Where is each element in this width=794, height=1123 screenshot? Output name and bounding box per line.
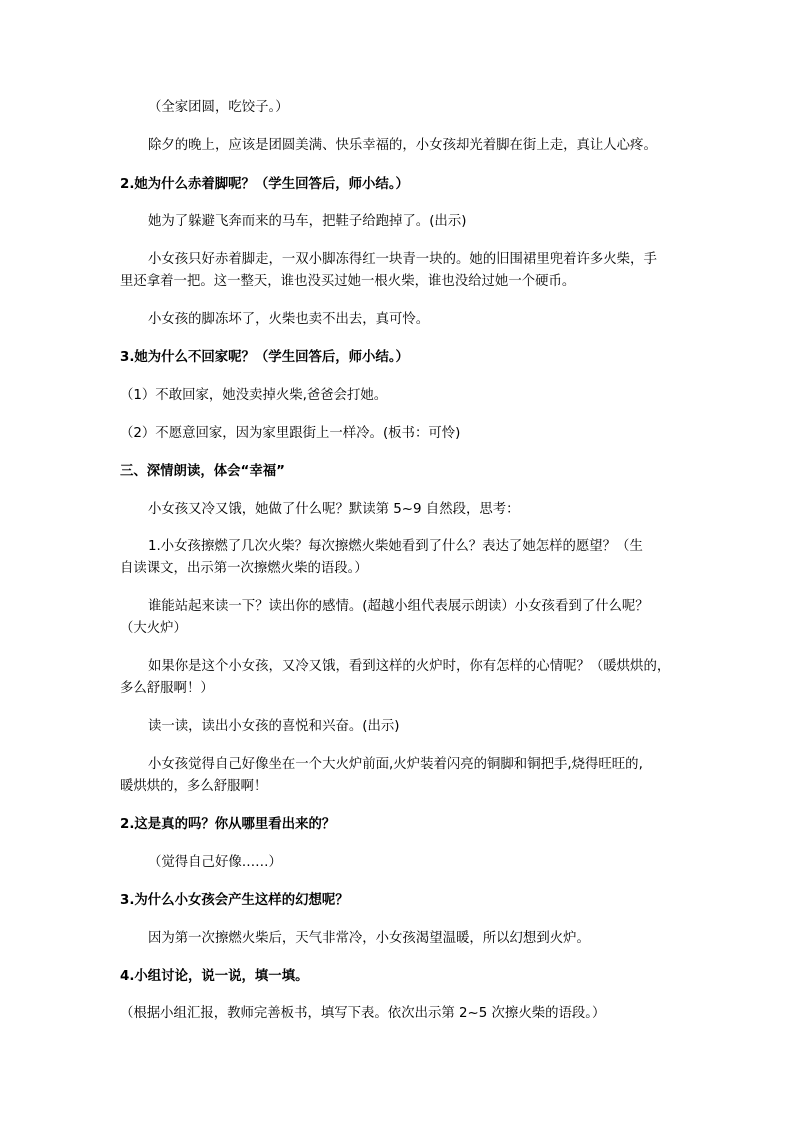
paragraph-read-aloud-line-1: 谁能站起来读一下？读出你的感情。(超越小组代表展示朗读）小女孩看到了什么呢？ [148,599,649,614]
paragraph-new-years-eve: 除夕的晚上，应该是团圆美满、快乐幸福的，小女孩却光着脚在街上走，真让人心疼。 [148,138,657,153]
question-2-barefoot: 2.她为什么赤着脚呢？（学生回答后，师小结。） [120,177,409,192]
question-1-line-2: 自读课文，出示第一次擦燃火柴的语段。） [120,561,368,576]
question-4-group-discussion: 4.小组讨论，说一说，填一填。 [120,969,309,984]
answer-item-2: （2）不愿意回家，因为家里跟街上一样冷。(板书：可怜) [120,426,461,441]
paragraph-read-aloud-line-2: （大火炉） [120,621,187,636]
answer-item-1: （1）不敢回家，她没卖掉火柴,爸爸会打她。 [120,388,388,403]
paragraph-read-joy: 读一读，读出小女孩的喜悦和兴奋。(出示) [148,719,400,734]
question-2-real: 2.这是真的吗？你从哪里看出来的？ [120,817,336,832]
question-3-illusion: 3.为什么小女孩会产生这样的幻想呢？ [120,893,349,908]
question-3-not-home: 3.她为什么不回家呢？（学生回答后，师小结。） [120,350,409,365]
quote-barefoot-line-2: 里还拿着一把。这一整天，谁也没买过她一根火柴，谁也没给过她一个硬币。 [120,274,576,289]
paragraph-family-reunion: （全家团圆，吃饺子。） [148,100,289,115]
answer-seems: （觉得自己好像……） [148,855,282,870]
paragraph-pitiful: 小女孩的脚冻坏了，火柴也卖不出去，真可怜。 [148,312,430,327]
quote-stove-line-1: 小女孩觉得自己好像坐在一个大火炉前面,火炉装着闪亮的铜脚和铜把手,烧得旺旺的, [148,757,643,772]
question-1-line-1: 1.小女孩擦燃了几次火柴？每次擦燃火柴她看到了什么？表达了她怎样的愿望？（生 [148,539,643,554]
paragraph-feeling-line-2: 多么舒服啊！） [120,681,214,696]
quote-barefoot-line-1: 小女孩只好赤着脚走，一双小脚冻得红一块青一块的。她的旧围裙里兜着许多火柴，手 [148,252,657,267]
section-heading-3: 三、深情朗读，体会“幸福” [120,464,285,479]
quote-stove-line-2: 暖烘烘的，多么舒服啊！ [120,779,268,794]
paragraph-feeling-line-1: 如果你是这个小女孩，又冷又饿，看到这样的火炉时，你有怎样的心情呢？（暖烘烘的， [148,659,671,674]
paragraph-silent-reading: 小女孩又冷又饿，她做了什么呢？默读第 5~9 自然段，思考： [148,502,520,517]
paragraph-group-report: （根据小组汇报，教师完善板书，填写下表。依次出示第 2~5 次擦火柴的语段。） [120,1006,606,1021]
answer-carriage: 她为了躲避飞奔而来的马车，把鞋子给跑掉了。(出示) [148,214,467,229]
answer-illusion: 因为第一次擦燃火柴后，天气非常冷，小女孩渴望温暖，所以幻想到火炉。 [148,931,590,946]
